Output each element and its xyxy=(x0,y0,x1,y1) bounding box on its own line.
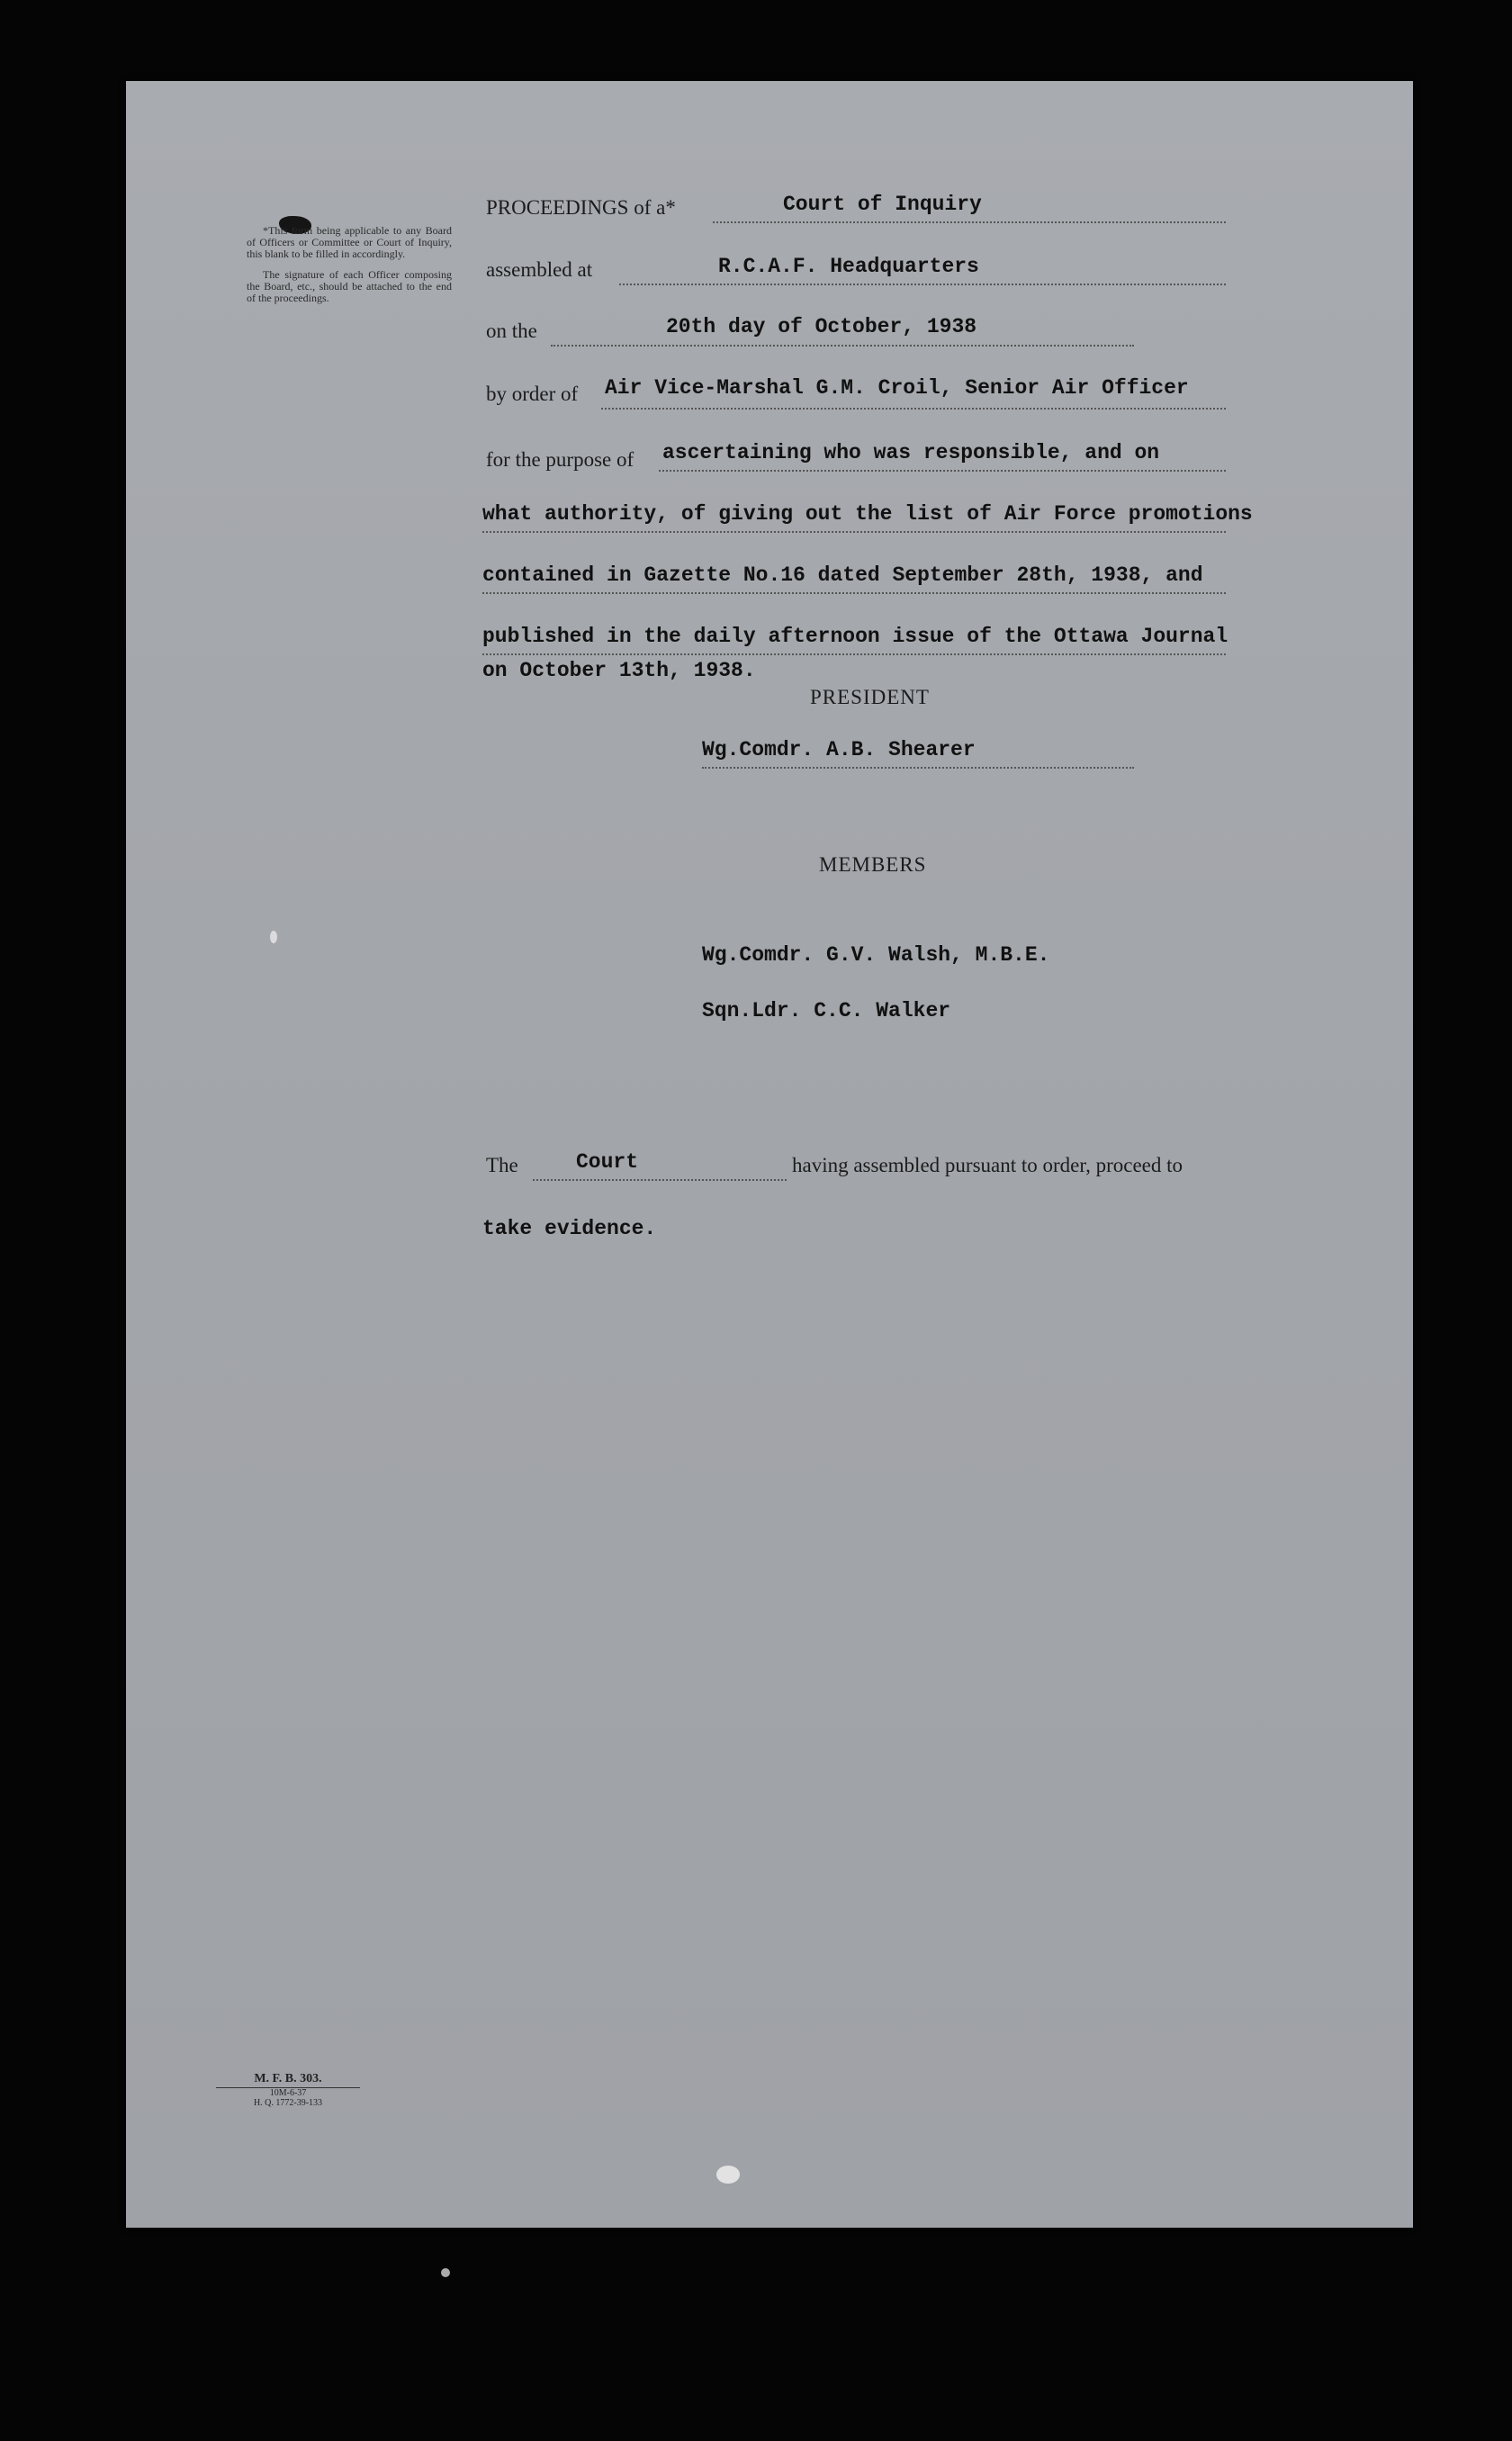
president-line xyxy=(702,767,1134,769)
members-heading: MEMBERS xyxy=(819,853,927,876)
assembled-value: R.C.A.F. Headquarters xyxy=(718,255,979,278)
order-label: by order of xyxy=(486,383,579,405)
closing-body-value: Court xyxy=(576,1150,639,1174)
proceedings-value: Court of Inquiry xyxy=(783,193,982,216)
president-name: Wg.Comdr. A.B. Shearer xyxy=(702,738,976,761)
president-heading: PRESIDENT xyxy=(810,686,930,708)
purpose-line-3-rule xyxy=(482,592,1226,594)
purpose-line-4-rule xyxy=(482,653,1226,655)
member-2: Sqn.Ldr. C.C. Walker xyxy=(702,999,951,1022)
scan-speck xyxy=(270,931,277,943)
assembled-label: assembled at xyxy=(486,258,593,281)
scan-speck xyxy=(441,2268,450,2277)
order-value: Air Vice-Marshal G.M. Croil, Senior Air Officer xyxy=(605,376,1189,400)
on-label: on the xyxy=(486,320,537,342)
proceedings-line xyxy=(713,221,1226,223)
purpose-line-5: on October 13th, 1938. xyxy=(482,659,756,682)
scan-speck xyxy=(716,2166,740,2184)
purpose-line-1: ascertaining who was responsible, and on xyxy=(662,441,1160,464)
purpose-line-3: contained in Gazette No.16 dated September 28th, 1938, and xyxy=(482,563,1203,587)
side-note-para-1: *This form being applicable to any Board of Officers or Committee or Court of Inquiry, this blank to be filled in accordingly. xyxy=(247,224,452,260)
purpose-line-1-rule xyxy=(659,470,1226,472)
form-code-main: M. F. B. 303. xyxy=(216,2072,360,2088)
closing-having-label: having assembled pursuant to order, proceed to xyxy=(792,1154,1184,1176)
closing-action-value: take evidence. xyxy=(482,1217,657,1240)
document-page xyxy=(126,81,1413,2228)
side-note xyxy=(247,225,452,313)
member-1: Wg.Comdr. G.V. Walsh, M.B.E. xyxy=(702,943,1050,967)
purpose-label: for the purpose of xyxy=(486,448,634,471)
proceedings-label: PROCEEDINGS of a* xyxy=(486,196,676,219)
side-note-para-2: The signature of each Officer composing the Board, etc., should be attached to the end of the proceedings. xyxy=(247,268,452,304)
order-line xyxy=(601,408,1226,410)
closing-the-label: The xyxy=(486,1154,518,1176)
purpose-line-4: published in the daily afternoon issue of the Ottawa Journal xyxy=(482,625,1228,648)
form-code-line-3: H. Q. 1772-39-133 xyxy=(253,2098,323,2108)
on-value: 20th day of October, 1938 xyxy=(666,315,977,338)
form-code xyxy=(216,2072,360,2108)
purpose-line-2: what authority, of giving out the list of Air Force promotions xyxy=(482,502,1253,526)
closing-body-line xyxy=(533,1179,787,1181)
purpose-line-2-rule xyxy=(482,531,1226,533)
form-code-line-2: 10M-6-37 xyxy=(269,2088,307,2098)
on-line xyxy=(551,345,1134,347)
assembled-line xyxy=(619,284,1226,285)
